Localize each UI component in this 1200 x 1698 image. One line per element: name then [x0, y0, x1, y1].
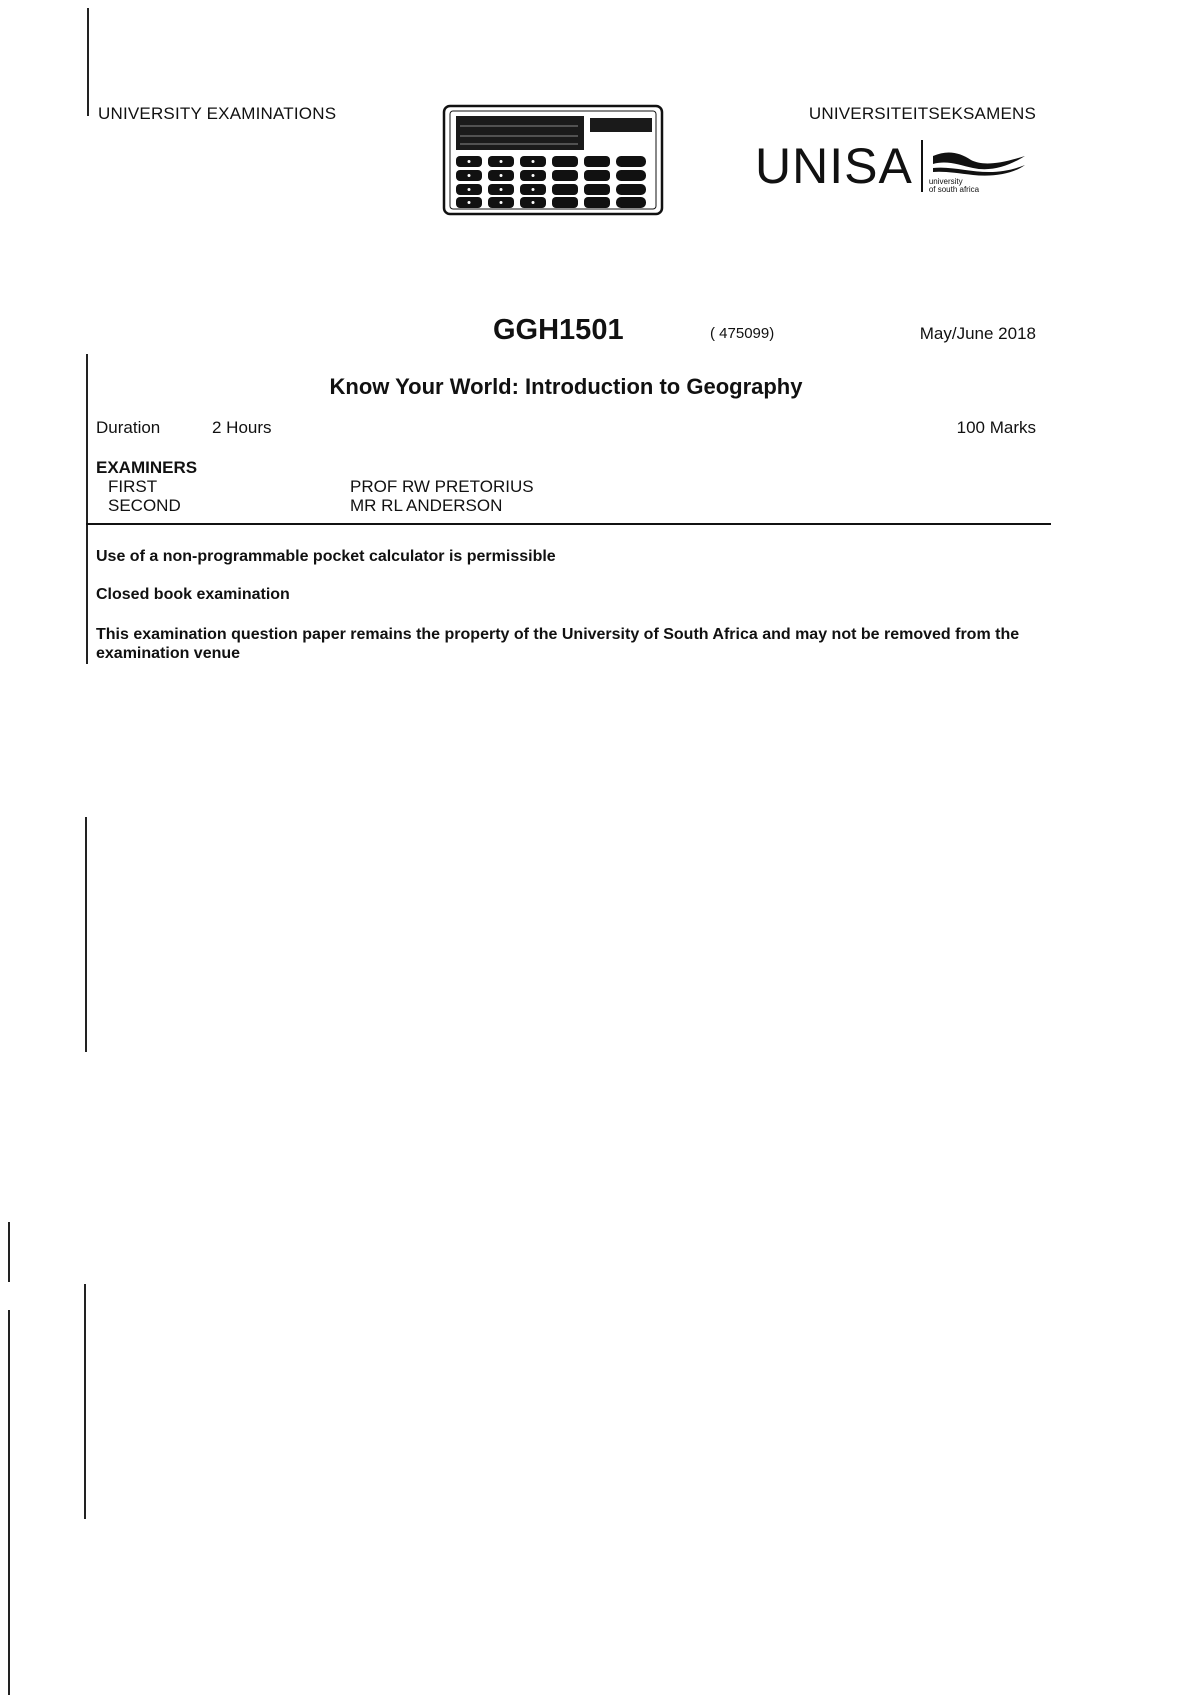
scan-margin-mark	[84, 1284, 86, 1519]
second-examiner-role: SECOND	[108, 496, 181, 515]
duration-label: Duration	[96, 418, 161, 437]
closed-book-instruction: Closed book examination	[96, 586, 290, 603]
examiners-heading: EXAMINERS	[96, 458, 198, 477]
total-marks: 100 Marks	[956, 418, 1036, 437]
header-divider	[86, 523, 1051, 525]
unisa-flag-icon	[929, 150, 1027, 178]
module-code: GGH1501	[493, 314, 624, 346]
unisa-wordmark: UNISA	[755, 138, 913, 194]
logo-emblem	[929, 138, 1027, 194]
duration-value: 2 Hours	[212, 418, 272, 437]
logo-divider	[921, 140, 923, 192]
module-title: Know Your World: Introduction to Geography	[329, 374, 803, 399]
scan-margin-mark	[85, 817, 87, 1052]
paper-number: ( 475099)	[710, 325, 775, 342]
scan-margin-mark	[8, 1310, 10, 1695]
first-examiner-role: FIRST	[108, 477, 158, 496]
first-examiner-name: PROF RW PRETORIUS	[350, 477, 534, 496]
property-notice: This examination question paper remains the property of the University of South Africa and may not be removed from the examination venue	[96, 626, 1020, 662]
second-examiner-name: MR RL ANDERSON	[350, 496, 503, 515]
exam-session: May/June 2018	[919, 324, 1036, 343]
logo-subtitle-line2: of south africa	[928, 185, 980, 194]
scan-margin-mark	[87, 8, 89, 116]
unisa-logo	[755, 138, 1027, 194]
calculator-instruction: Use of a non-programmable pocket calculator is permissible	[96, 548, 556, 565]
calculator-icon	[442, 104, 664, 216]
logo-subtitle-line1: university	[928, 177, 963, 186]
header-university-examinations: UNIVERSITY EXAMINATIONS	[98, 104, 337, 123]
scan-margin-mark	[86, 354, 88, 664]
header-universiteitseksamens: UNIVERSITEITSEKSAMENS	[808, 104, 1036, 123]
scan-margin-mark	[8, 1222, 10, 1282]
